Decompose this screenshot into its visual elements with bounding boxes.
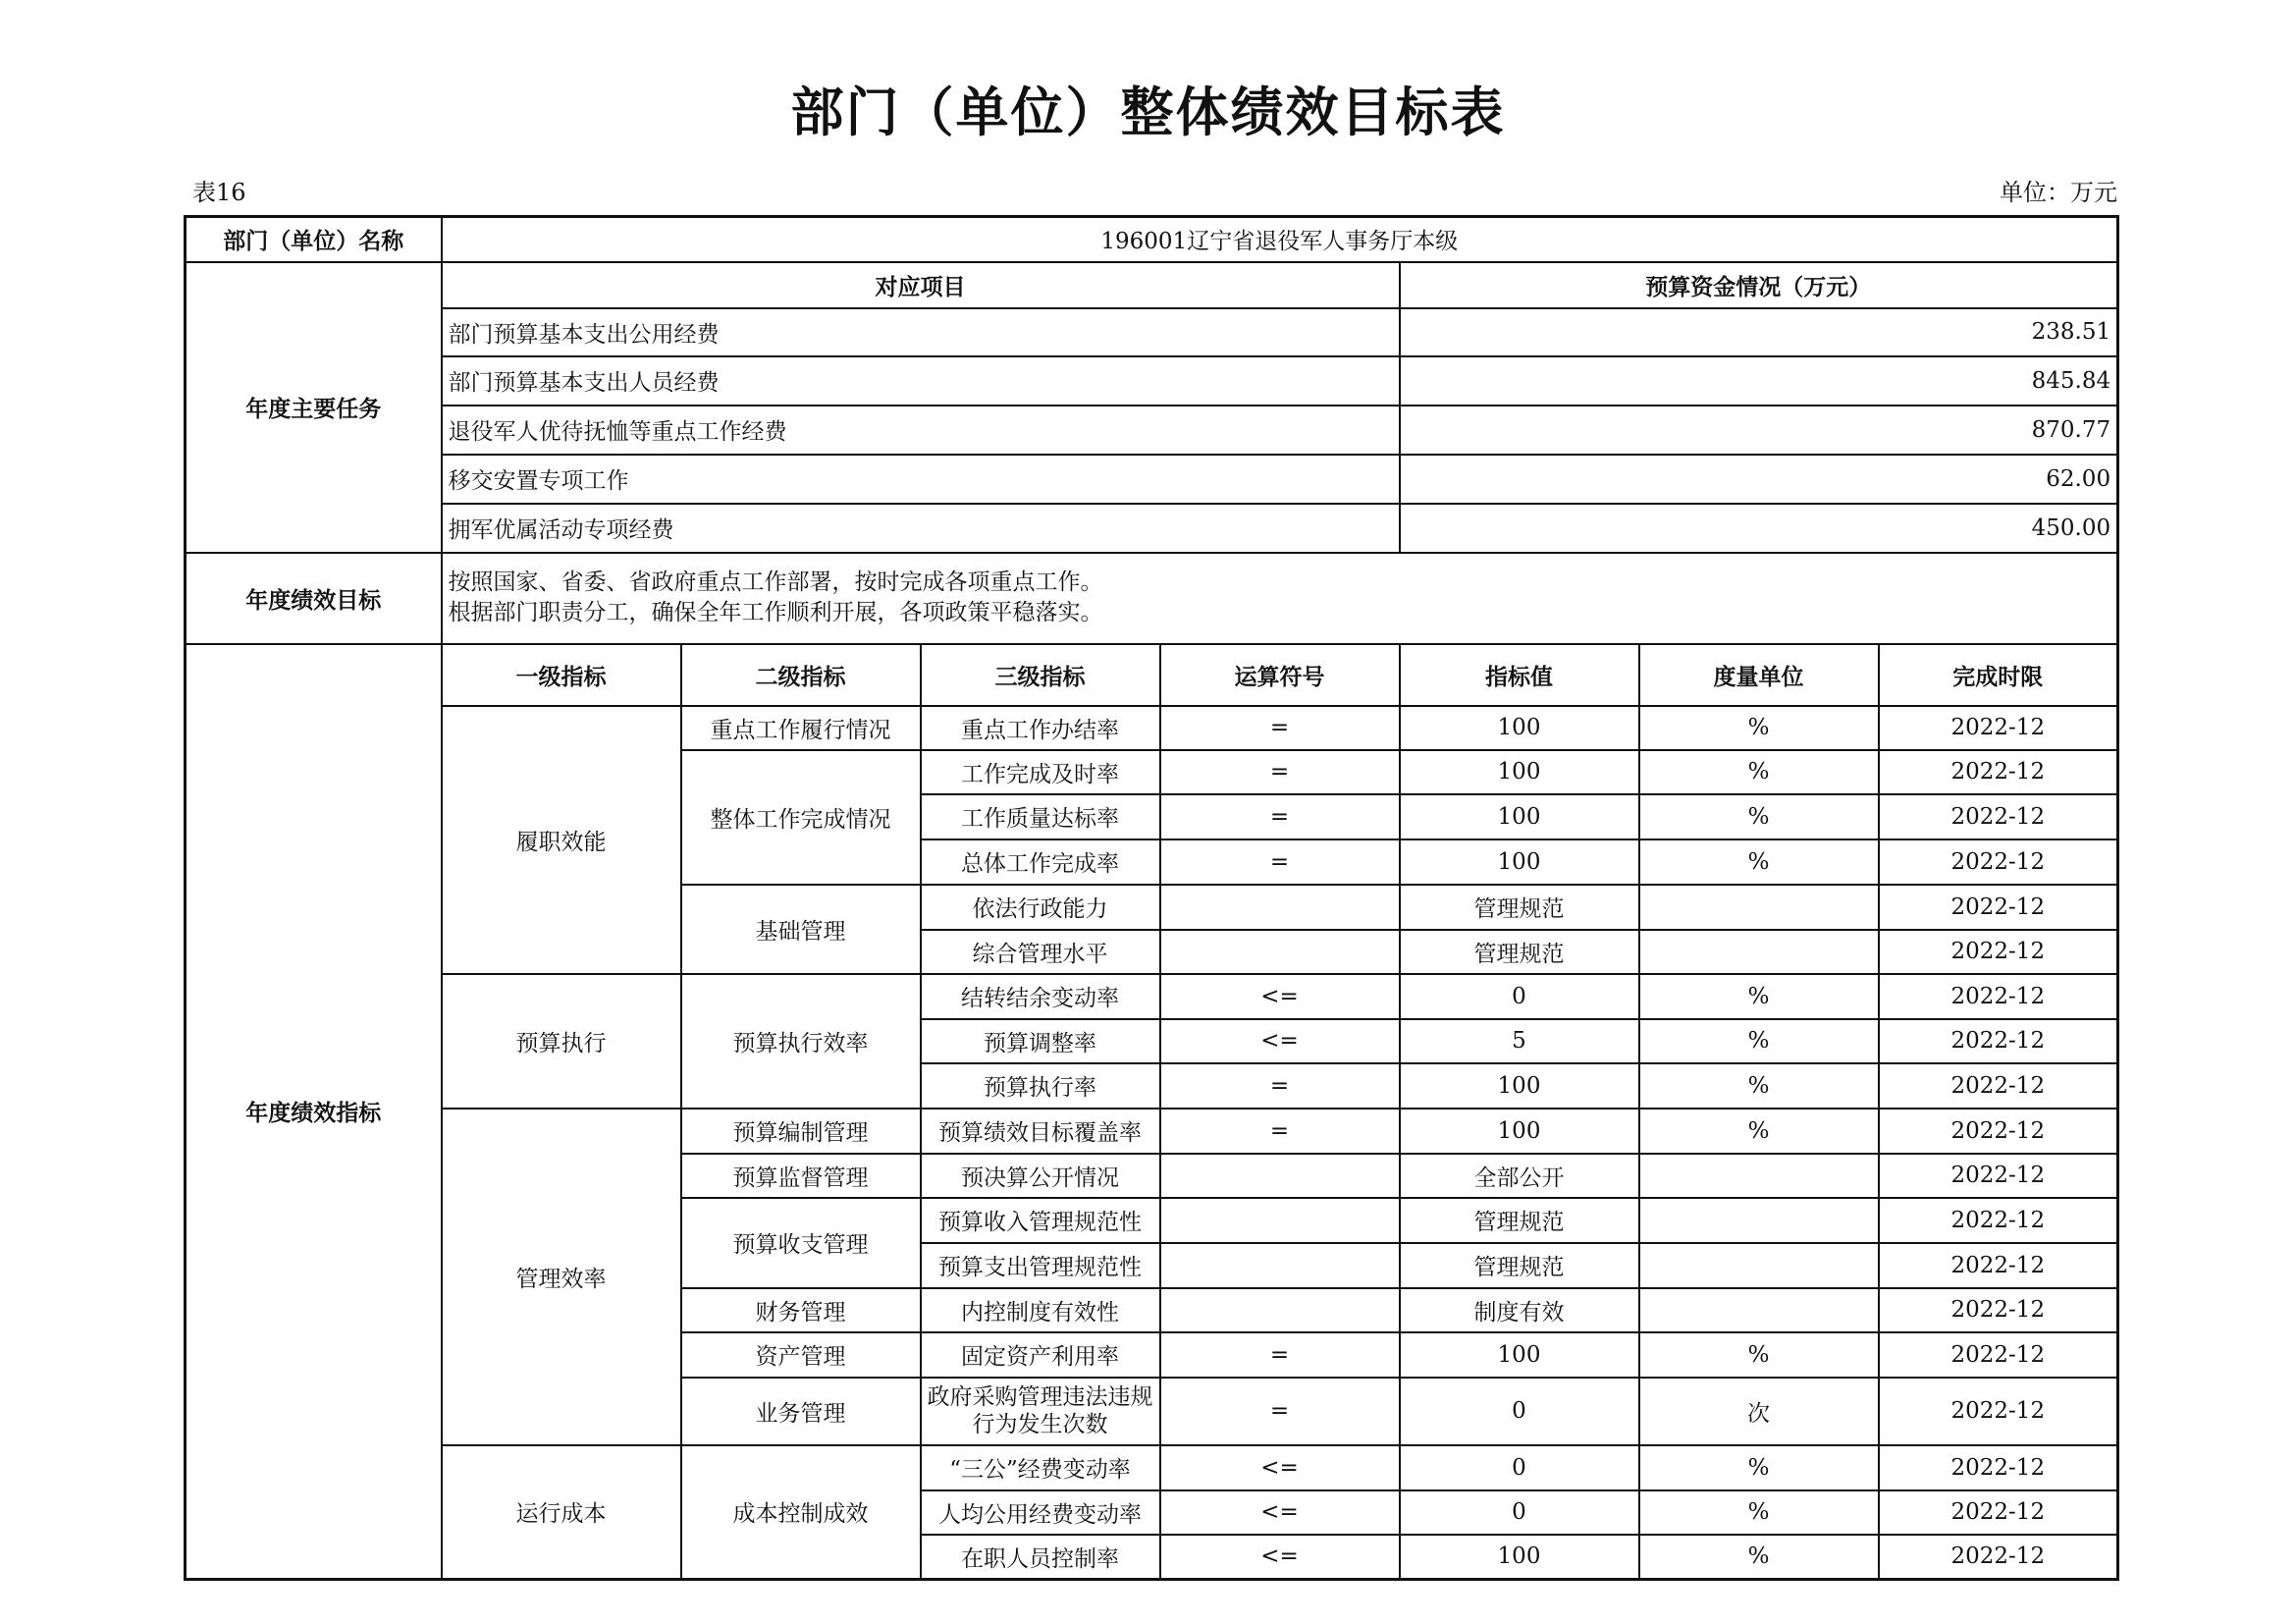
l3-cell: 预算支出管理规范性 xyxy=(921,1243,1160,1288)
op-cell xyxy=(1160,1243,1400,1288)
deadline-cell: 2022-12 xyxy=(1879,1490,2118,1535)
unit-cell: % xyxy=(1639,839,1879,885)
l1-cell: 运行成本 xyxy=(442,1445,681,1580)
l3-cell: “三公”经费变动率 xyxy=(921,1445,1160,1490)
op-cell: <= xyxy=(1160,974,1400,1019)
l3-cell: 人均公用经费变动率 xyxy=(921,1490,1160,1535)
unit-cell: % xyxy=(1639,1490,1879,1535)
l3-cell: 综合管理水平 xyxy=(921,930,1160,974)
deadline-cell: 2022-12 xyxy=(1879,1019,2118,1063)
unit-cell xyxy=(1639,1198,1879,1243)
unit-cell: % xyxy=(1639,1019,1879,1063)
deadline-cell: 2022-12 xyxy=(1879,1109,2118,1154)
l2-cell: 预算监督管理 xyxy=(681,1154,921,1198)
unit-cell: % xyxy=(1639,1063,1879,1109)
l1-cell: 履职效能 xyxy=(442,706,681,974)
value-cell: 100 xyxy=(1400,1535,1639,1580)
value-cell: 100 xyxy=(1400,839,1639,885)
value-cell: 5 xyxy=(1400,1019,1639,1063)
deadline-cell: 2022-12 xyxy=(1879,706,2118,750)
task-amount: 870.77 xyxy=(1400,406,2118,455)
task-row xyxy=(186,308,2118,356)
col-header-value: 指标值 xyxy=(1400,644,1639,706)
value-cell: 0 xyxy=(1400,974,1639,1019)
task-row xyxy=(186,406,2118,455)
op-cell: <= xyxy=(1160,1535,1400,1580)
value-cell: 100 xyxy=(1400,1063,1639,1109)
l2-cell: 成本控制成效 xyxy=(681,1445,921,1580)
unit-label: 单位：万元 xyxy=(2000,179,2117,206)
l2-cell: 业务管理 xyxy=(681,1378,921,1445)
unit-cell xyxy=(1639,885,1879,930)
unit-cell xyxy=(1639,930,1879,974)
unit-cell: 次 xyxy=(1639,1378,1879,1445)
task-item: 拥军优属活动专项经费 xyxy=(442,504,1400,553)
task-amount: 845.84 xyxy=(1400,356,2118,406)
value-cell: 100 xyxy=(1400,750,1639,794)
unit-cell: % xyxy=(1639,974,1879,1019)
value-cell: 0 xyxy=(1400,1378,1639,1445)
performance-target-table xyxy=(184,215,2119,1581)
l3-cell: 预算执行率 xyxy=(921,1063,1160,1109)
l3-cell: 预算收入管理规范性 xyxy=(921,1198,1160,1243)
deadline-cell: 2022-12 xyxy=(1879,1535,2118,1580)
l3-cell: 固定资产利用率 xyxy=(921,1332,1160,1378)
indicators-label: 年度绩效指标 xyxy=(186,644,442,1580)
task-item: 部门预算基本支出公用经费 xyxy=(442,308,1400,356)
indicator-row xyxy=(186,974,2118,1019)
unit-cell xyxy=(1639,1243,1879,1288)
deadline-cell: 2022-12 xyxy=(1879,1243,2118,1288)
value-cell: 100 xyxy=(1400,1332,1639,1378)
deadline-cell: 2022-12 xyxy=(1879,1288,2118,1332)
table-number: 表16 xyxy=(192,179,246,206)
l1-cell: 预算执行 xyxy=(442,974,681,1109)
op-cell xyxy=(1160,885,1400,930)
deadline-cell: 2022-12 xyxy=(1879,750,2118,794)
task-row xyxy=(186,504,2118,553)
l3-cell: 工作完成及时率 xyxy=(921,750,1160,794)
deadline-cell: 2022-12 xyxy=(1879,794,2118,839)
l3-cell: 政府采购管理违法违规行为发生次数 xyxy=(921,1378,1160,1445)
l2-cell: 预算收支管理 xyxy=(681,1198,921,1288)
op-cell: = xyxy=(1160,1332,1400,1378)
value-cell: 100 xyxy=(1400,1109,1639,1154)
task-row xyxy=(186,356,2118,406)
col-header-l3: 三级指标 xyxy=(921,644,1160,706)
task-item: 退役军人优待抚恤等重点工作经费 xyxy=(442,406,1400,455)
unit-cell xyxy=(1639,1154,1879,1198)
op-cell: = xyxy=(1160,1378,1400,1445)
l1-cell: 管理效率 xyxy=(442,1109,681,1445)
l3-cell: 内控制度有效性 xyxy=(921,1288,1160,1332)
deadline-cell: 2022-12 xyxy=(1879,1332,2118,1378)
dept-row xyxy=(186,217,2118,262)
l2-cell: 预算编制管理 xyxy=(681,1109,921,1154)
task-row xyxy=(186,455,2118,504)
deadline-cell: 2022-12 xyxy=(1879,839,2118,885)
op-cell xyxy=(1160,1198,1400,1243)
task-item: 部门预算基本支出人员经费 xyxy=(442,356,1400,406)
indicator-row xyxy=(186,1109,2118,1154)
goal-text xyxy=(442,553,2118,644)
indicator-row xyxy=(186,706,2118,750)
op-cell: = xyxy=(1160,794,1400,839)
value-cell: 管理规范 xyxy=(1400,1243,1639,1288)
value-cell: 0 xyxy=(1400,1445,1639,1490)
goal-line-1: 按照国家、省委、省政府重点工作部署，按时完成各项重点工作。 xyxy=(448,569,1103,595)
deadline-cell: 2022-12 xyxy=(1879,974,2118,1019)
op-cell xyxy=(1160,1154,1400,1198)
goal-label: 年度绩效目标 xyxy=(186,553,442,644)
op-cell: = xyxy=(1160,750,1400,794)
task-amount: 238.51 xyxy=(1400,308,2118,356)
unit-cell: % xyxy=(1639,1332,1879,1378)
deadline-cell: 2022-12 xyxy=(1879,1063,2118,1109)
unit-cell: % xyxy=(1639,794,1879,839)
l3-cell: 总体工作完成率 xyxy=(921,839,1160,885)
goal-line-2: 根据部门职责分工，确保全年工作顺利开展，各项政策平稳落实。 xyxy=(448,600,1103,625)
op-cell: <= xyxy=(1160,1445,1400,1490)
value-cell: 100 xyxy=(1400,706,1639,750)
l3-cell: 预算调整率 xyxy=(921,1019,1160,1063)
tasks-col-budget: 预算资金情况（万元） xyxy=(1400,262,2118,308)
col-header-unit: 度量单位 xyxy=(1639,644,1879,706)
l3-cell: 在职人员控制率 xyxy=(921,1535,1160,1580)
col-header-op: 运算符号 xyxy=(1160,644,1400,706)
value-cell: 管理规范 xyxy=(1400,1198,1639,1243)
value-cell: 0 xyxy=(1400,1490,1639,1535)
value-cell: 全部公开 xyxy=(1400,1154,1639,1198)
tasks-header-row xyxy=(186,262,2118,308)
l3-cell: 重点工作办结率 xyxy=(921,706,1160,750)
l2-cell: 财务管理 xyxy=(681,1288,921,1332)
unit-cell: % xyxy=(1639,1109,1879,1154)
op-cell: = xyxy=(1160,1063,1400,1109)
value-cell: 管理规范 xyxy=(1400,930,1639,974)
l3-cell: 依法行政能力 xyxy=(921,885,1160,930)
op-cell: = xyxy=(1160,839,1400,885)
col-header-l2: 二级指标 xyxy=(681,644,921,706)
op-cell: = xyxy=(1160,1109,1400,1154)
op-cell: <= xyxy=(1160,1019,1400,1063)
unit-cell xyxy=(1639,1288,1879,1332)
l2-cell: 重点工作履行情况 xyxy=(681,706,921,750)
unit-cell: % xyxy=(1639,1535,1879,1580)
deadline-cell: 2022-12 xyxy=(1879,1154,2118,1198)
unit-cell: % xyxy=(1639,706,1879,750)
indicators-header-row xyxy=(186,644,2118,706)
l2-cell: 整体工作完成情况 xyxy=(681,750,921,885)
tasks-label: 年度主要任务 xyxy=(186,262,442,553)
deadline-cell: 2022-12 xyxy=(1879,1198,2118,1243)
tasks-col-item: 对应项目 xyxy=(442,262,1400,308)
l2-cell: 基础管理 xyxy=(681,885,921,974)
unit-cell: % xyxy=(1639,1445,1879,1490)
l3-cell: 结转结余变动率 xyxy=(921,974,1160,1019)
l2-cell: 预算执行效率 xyxy=(681,974,921,1109)
col-header-deadline: 完成时限 xyxy=(1879,644,2118,706)
goal-row xyxy=(186,553,2118,644)
page-title: 部门（单位）整体绩效目标表 xyxy=(790,81,1506,143)
task-amount: 62.00 xyxy=(1400,455,2118,504)
indicator-row xyxy=(186,1445,2118,1490)
task-item: 移交安置专项工作 xyxy=(442,455,1400,504)
op-cell xyxy=(1160,1288,1400,1332)
deadline-cell: 2022-12 xyxy=(1879,930,2118,974)
dept-value: 196001辽宁省退役军人事务厅本级 xyxy=(442,217,2118,262)
col-header-l1: 一级指标 xyxy=(442,644,681,706)
deadline-cell: 2022-12 xyxy=(1879,885,2118,930)
l3-cell: 预决算公开情况 xyxy=(921,1154,1160,1198)
deadline-cell: 2022-12 xyxy=(1879,1378,2118,1445)
op-cell: = xyxy=(1160,706,1400,750)
l3-cell: 预算绩效目标覆盖率 xyxy=(921,1109,1160,1154)
l2-cell: 资产管理 xyxy=(681,1332,921,1378)
l3-cell: 工作质量达标率 xyxy=(921,794,1160,839)
dept-label: 部门（单位）名称 xyxy=(186,217,442,262)
value-cell: 100 xyxy=(1400,794,1639,839)
deadline-cell: 2022-12 xyxy=(1879,1445,2118,1490)
op-cell: <= xyxy=(1160,1490,1400,1535)
unit-cell: % xyxy=(1639,750,1879,794)
op-cell xyxy=(1160,930,1400,974)
value-cell: 制度有效 xyxy=(1400,1288,1639,1332)
value-cell: 管理规范 xyxy=(1400,885,1639,930)
task-amount: 450.00 xyxy=(1400,504,2118,553)
